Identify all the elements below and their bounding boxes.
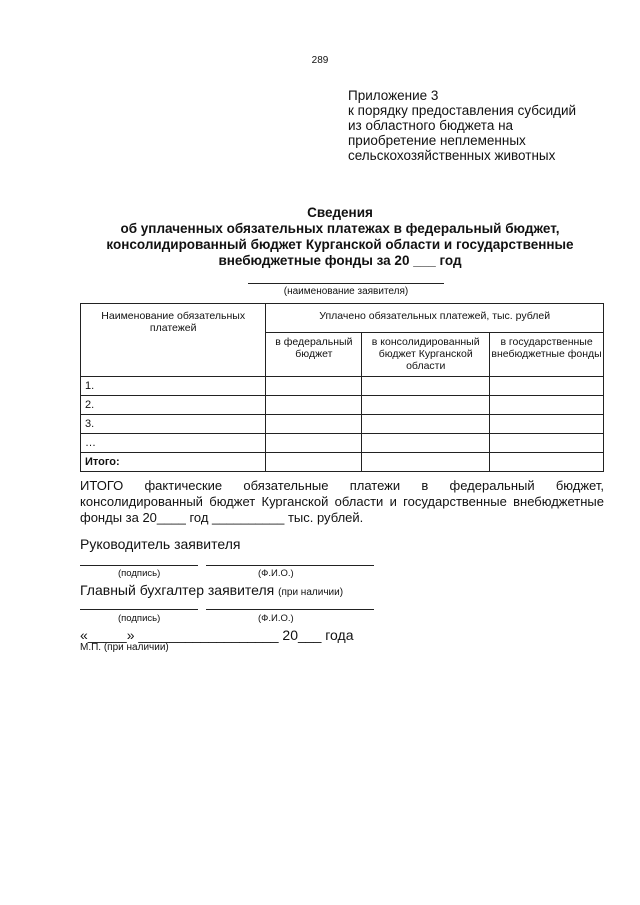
chief-accountant-label xyxy=(80,582,343,598)
manager-signature-line[interactable] xyxy=(80,565,198,566)
title-line: консолидированный бюджет Курганской области и государственные xyxy=(106,237,574,252)
table-cell[interactable] xyxy=(266,396,362,415)
summary-word: бюджет, xyxy=(555,478,604,493)
table-cell[interactable] xyxy=(490,377,604,396)
summary-word: Курганской xyxy=(261,494,329,509)
date-line[interactable]: «_____» __________________ 20___ года xyxy=(80,627,354,643)
summary-word: платежи xyxy=(349,478,401,493)
table-cell[interactable] xyxy=(490,434,604,453)
manager-name-caption: (Ф.И.О.) xyxy=(258,568,294,579)
appendix-line: сельскохозяйственных животных xyxy=(348,148,556,163)
summary-word: консолидированный xyxy=(80,494,203,509)
accountant-title: Главный бухгалтер заявителя xyxy=(80,582,275,598)
accountant-name-line[interactable] xyxy=(206,609,374,610)
table-cell[interactable] xyxy=(362,377,490,396)
appendix-line: из областного бюджета на xyxy=(348,118,514,133)
summary-word: обязательные xyxy=(243,478,329,493)
summary-word: ИТОГО xyxy=(80,478,124,493)
regional-budget-header: в консолидированный бюджет Курганской области xyxy=(362,333,490,377)
table-cell[interactable] xyxy=(266,434,362,453)
summary-line-1 xyxy=(80,478,604,494)
table-cell[interactable] xyxy=(266,453,362,472)
table-row xyxy=(81,377,604,396)
summary-word: бюджет xyxy=(209,494,256,509)
manager-name-line[interactable] xyxy=(206,565,374,566)
federal-budget-header: в федеральный бюджет xyxy=(266,333,362,377)
applicant-name-line[interactable] xyxy=(248,283,444,284)
document-title xyxy=(80,205,600,269)
title-line: об уплаченных обязательных платежах в федеральный бюджет, xyxy=(120,221,560,236)
accountant-note: (при наличии) xyxy=(278,587,344,598)
table-cell[interactable] xyxy=(362,415,490,434)
appendix-line: к порядку предоставления субсидий xyxy=(348,103,577,118)
table-cell[interactable] xyxy=(266,415,362,434)
appendix-line: Приложение 3 xyxy=(348,88,439,103)
table-row xyxy=(81,434,604,453)
stamp-note: М.П. (при наличии) xyxy=(80,642,169,653)
table-cell[interactable] xyxy=(362,434,490,453)
page-number: 289 xyxy=(311,55,329,66)
row-number: 2. xyxy=(81,396,266,415)
title-line: Сведения xyxy=(307,205,373,220)
total-label: Итого: xyxy=(81,453,266,472)
manager-label: Руководитель заявителя xyxy=(80,536,241,552)
row-number: 1. xyxy=(81,377,266,396)
manager-signature-caption: (подпись) xyxy=(118,568,161,579)
appendix-header xyxy=(348,88,618,163)
summary-paragraph xyxy=(80,478,604,526)
summary-word: в xyxy=(421,478,429,493)
accountant-signature-caption: (подпись) xyxy=(118,613,161,624)
table-cell[interactable] xyxy=(362,453,490,472)
summary-word: внебюджетные xyxy=(513,494,604,509)
table-cell[interactable] xyxy=(362,396,490,415)
summary-word: области xyxy=(334,494,384,509)
table-cell[interactable] xyxy=(490,396,604,415)
payment-name-header: Наименование обязательных платежей xyxy=(81,304,266,377)
summary-line-3: фонды за 20____ год __________ тыс. рублей. xyxy=(80,510,364,525)
table-cell[interactable] xyxy=(490,453,604,472)
offbudget-funds-header: в государственные внебюджетные фонды xyxy=(490,333,604,377)
summary-word: государственные xyxy=(403,494,507,509)
table-row xyxy=(81,415,604,434)
appendix-line: приобретение неплеменных xyxy=(348,133,526,148)
payments-table xyxy=(80,303,604,472)
summary-word: федеральный xyxy=(449,478,535,493)
accountant-name-caption: (Ф.И.О.) xyxy=(258,613,294,624)
title-line: внебюджетные фонды за 20 ___ год xyxy=(218,253,462,268)
table-cell[interactable] xyxy=(490,415,604,434)
applicant-name-caption: (наименование заявителя) xyxy=(283,286,409,297)
row-number: 3. xyxy=(81,415,266,434)
accountant-signature-line[interactable] xyxy=(80,609,198,610)
paid-group-header: Уплачено обязательных платежей, тыс. рублей xyxy=(266,304,604,333)
row-number: … xyxy=(81,434,266,453)
table-row xyxy=(81,396,604,415)
summary-word: и xyxy=(389,494,397,509)
table-cell[interactable] xyxy=(266,377,362,396)
total-row xyxy=(81,453,604,472)
summary-line-2 xyxy=(80,494,604,510)
summary-word: фактические xyxy=(144,478,223,493)
